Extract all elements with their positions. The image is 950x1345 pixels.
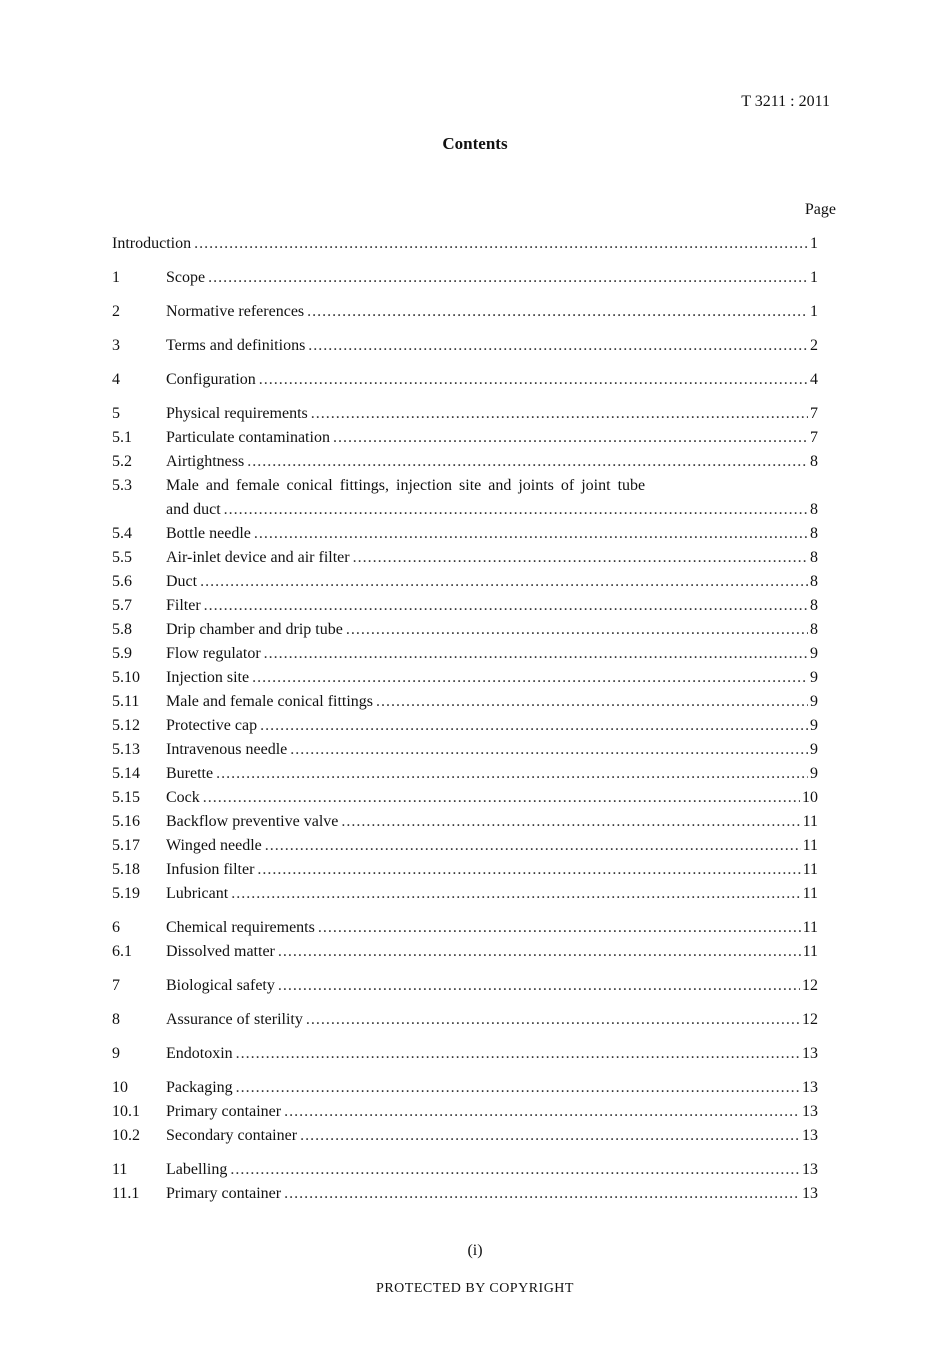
- toc-entry-title: Chemical requirements: [166, 919, 315, 936]
- toc-entry[interactable]: [112, 334, 818, 358]
- toc-entry-number: 3: [112, 337, 120, 354]
- toc-entry[interactable]: [112, 738, 818, 762]
- toc-entry-title: Cock: [166, 789, 200, 806]
- toc-entry-number: 5.17: [112, 837, 140, 854]
- toc-entry-title: Injection site: [166, 669, 250, 686]
- standard-number: T 3211 : 2011: [741, 93, 830, 110]
- toc-entry-number: 5.4: [112, 525, 132, 542]
- toc-entry-title-continuation: and duct: [166, 501, 221, 518]
- toc-entry-page: 8: [810, 501, 818, 518]
- toc-entry-page: 2: [810, 337, 818, 354]
- toc-entry[interactable]: [112, 522, 818, 546]
- toc-entry[interactable]: [112, 594, 818, 618]
- toc-entry-page: 11: [802, 885, 818, 902]
- toc-entry-page: 13: [802, 1045, 818, 1062]
- toc-entry[interactable]: [112, 690, 818, 714]
- toc-dot-leader: [257, 858, 800, 882]
- toc-dot-leader: [278, 974, 800, 998]
- toc-dot-leader: [236, 1076, 800, 1100]
- toc-entry-title: Intravenous needle: [166, 741, 288, 758]
- toc-entry-number: 10: [112, 1079, 128, 1096]
- toc-entry-number: 8: [112, 1011, 120, 1028]
- toc-dot-leader: [307, 300, 808, 324]
- toc-entry-title: Physical requirements: [166, 405, 308, 422]
- toc-entry[interactable]: [112, 916, 818, 940]
- toc-dot-leader: [284, 1182, 800, 1206]
- toc-entry[interactable]: [112, 1158, 818, 1182]
- toc-entry[interactable]: [112, 810, 818, 834]
- toc-entry-page: 9: [810, 693, 818, 710]
- toc-entry-page: 13: [802, 1079, 818, 1096]
- toc-entry-number: 5.19: [112, 885, 140, 902]
- toc-entry[interactable]: [112, 940, 818, 964]
- toc-entry-title: Biological safety: [166, 977, 275, 994]
- toc-entry-title: Male and female conical fittings, injection site and joints of joint tube: [166, 477, 646, 494]
- toc-entry-page: 1: [810, 269, 818, 286]
- toc-entry[interactable]: [112, 1008, 818, 1032]
- toc-entry-page: 8: [810, 573, 818, 590]
- toc-entry-number: 9: [112, 1045, 120, 1062]
- toc-entry-page: 9: [810, 669, 818, 686]
- toc-entry-number: 5.11: [112, 693, 140, 710]
- toc-entry-page: 13: [802, 1161, 818, 1178]
- toc-entry[interactable]: [112, 786, 818, 810]
- toc-entry-number: 5.16: [112, 813, 140, 830]
- toc-dot-leader: [260, 714, 808, 738]
- toc-entry[interactable]: [112, 1124, 818, 1148]
- toc-entry[interactable]: [112, 232, 818, 256]
- toc-entry-title: Duct: [166, 573, 198, 590]
- toc-entry-number: 5.10: [112, 669, 140, 686]
- toc-dot-leader: [376, 690, 808, 714]
- toc-entry-page: 9: [810, 717, 818, 734]
- toc-entry-title: Male and female conical fittings: [166, 693, 374, 710]
- toc-dot-leader: [254, 522, 808, 546]
- toc-entry[interactable]: [112, 714, 818, 738]
- toc-entry[interactable]: [112, 266, 818, 290]
- toc-entry-page: 1: [810, 303, 818, 320]
- toc-entry-title: Normative references: [166, 303, 305, 320]
- toc-entry-title: Flow regulator: [166, 645, 261, 662]
- toc-entry-title: Particulate contamination: [166, 429, 330, 446]
- toc-entry-page: 7: [810, 429, 818, 446]
- toc-entry-number: 5.5: [112, 549, 132, 566]
- toc-entry[interactable]: [112, 1182, 818, 1206]
- toc-entry-number: 5.1: [112, 429, 132, 446]
- toc-entry-number: 10.2: [112, 1127, 140, 1144]
- toc-entry-page: 9: [810, 741, 818, 758]
- toc-entry-page: 4: [810, 371, 818, 388]
- toc-entry-title: Protective cap: [166, 717, 258, 734]
- toc-entry-page: 8: [810, 597, 818, 614]
- toc-dot-leader: [346, 618, 808, 642]
- toc-dot-leader: [306, 1008, 800, 1032]
- toc-entry-page: 11: [802, 919, 818, 936]
- toc-entry-title: Dissolved matter: [166, 943, 275, 960]
- toc-entry-title: Filter: [166, 597, 201, 614]
- toc-dot-leader: [231, 882, 800, 906]
- toc-entry-number: 10.1: [112, 1103, 140, 1120]
- toc-entry-number: 5.2: [112, 453, 132, 470]
- toc-entry-title: Secondary container: [166, 1127, 298, 1144]
- toc-entry[interactable]: [112, 570, 818, 594]
- toc-entry-title: Primary container: [166, 1103, 282, 1120]
- toc-entry-page: 13: [802, 1185, 818, 1202]
- toc-entry-number: 6: [112, 919, 120, 936]
- table-of-contents: [112, 232, 818, 1206]
- toc-entry-page: 11: [802, 813, 818, 830]
- toc-entry-number: 1: [112, 269, 120, 286]
- toc-entry-number: 4: [112, 371, 120, 388]
- toc-entry-page: 11: [802, 837, 818, 854]
- toc-entry-title: Configuration: [166, 371, 256, 388]
- toc-entry-page: 12: [802, 1011, 818, 1028]
- toc-dot-leader: [204, 594, 808, 618]
- toc-entry[interactable]: [112, 450, 818, 474]
- toc-entry[interactable]: [112, 882, 818, 906]
- toc-entry[interactable]: [112, 402, 818, 426]
- toc-dot-leader: [203, 786, 800, 810]
- toc-dot-leader: [200, 570, 808, 594]
- toc-dot-leader: [236, 1042, 800, 1066]
- toc-entry-page: 9: [810, 765, 818, 782]
- toc-dot-leader: [230, 1158, 800, 1182]
- toc-entry[interactable]: [112, 762, 818, 786]
- toc-entry-number: 5.12: [112, 717, 140, 734]
- toc-entry[interactable]: [112, 474, 818, 498]
- toc-entry[interactable]: [112, 858, 818, 882]
- toc-entry-number: 6.1: [112, 943, 132, 960]
- toc-entry-number: 5.13: [112, 741, 140, 758]
- toc-entry-page: 9: [810, 645, 818, 662]
- toc-dot-leader: [247, 450, 808, 474]
- toc-entry[interactable]: [112, 1100, 818, 1124]
- toc-entry-title: Assurance of sterility: [166, 1011, 303, 1028]
- toc-entry-title: Backflow preventive valve: [166, 813, 339, 830]
- toc-entry-page: 11: [802, 861, 818, 878]
- toc-entry-page: 8: [810, 453, 818, 470]
- toc-entry-title: Terms and definitions: [166, 337, 306, 354]
- toc-dot-leader: [353, 546, 808, 570]
- toc-entry-page: 10: [802, 789, 818, 806]
- toc-entry-title: Introduction: [112, 235, 192, 252]
- page-column-heading: Page: [804, 201, 836, 218]
- toc-entry-page: 13: [802, 1127, 818, 1144]
- toc-entry-title: Bottle needle: [166, 525, 251, 542]
- toc-dot-leader: [278, 940, 801, 964]
- toc-dot-leader: [341, 810, 800, 834]
- toc-entry-page: 1: [810, 235, 818, 252]
- toc-entry-page: 8: [810, 549, 818, 566]
- toc-entry[interactable]: [112, 666, 818, 690]
- toc-dot-leader: [284, 1100, 800, 1124]
- toc-dot-leader: [224, 498, 808, 522]
- toc-entry[interactable]: [112, 834, 818, 858]
- toc-entry-title: Air-inlet device and air filter: [166, 549, 350, 566]
- toc-entry-continuation[interactable]: [112, 498, 818, 522]
- toc-dot-leader: [300, 1124, 800, 1148]
- toc-entry-title: Burette: [166, 765, 214, 782]
- toc-entry-number: 5.3: [112, 477, 132, 494]
- toc-entry-title: Endotoxin: [166, 1045, 233, 1062]
- toc-entry-number: 11.1: [112, 1185, 140, 1202]
- toc-entry-number: 5.6: [112, 573, 132, 590]
- toc-entry-page: 13: [802, 1103, 818, 1120]
- toc-entry-number: 5.7: [112, 597, 132, 614]
- toc-entry-title: Winged needle: [166, 837, 262, 854]
- toc-entry-number: 5.8: [112, 621, 132, 638]
- toc-entry-page: 7: [810, 405, 818, 422]
- toc-entry-number: 11: [112, 1161, 128, 1178]
- toc-entry-number: 5: [112, 405, 120, 422]
- toc-entry-title: Packaging: [166, 1079, 233, 1096]
- toc-entry-number: 5.9: [112, 645, 132, 662]
- toc-entry-title: Labelling: [166, 1161, 228, 1178]
- copyright-notice: PROTECTED BY COPYRIGHT: [376, 1281, 574, 1296]
- toc-entry-title: Scope: [166, 269, 206, 286]
- toc-entry-title: Lubricant: [166, 885, 229, 902]
- toc-entry-page: 12: [802, 977, 818, 994]
- toc-dot-leader: [290, 738, 808, 762]
- toc-entry[interactable]: [112, 1076, 818, 1100]
- toc-entry[interactable]: [112, 974, 818, 998]
- toc-dot-leader: [311, 402, 808, 426]
- toc-dot-leader: [216, 762, 808, 786]
- toc-entry-page: 8: [810, 621, 818, 638]
- toc-entry[interactable]: [112, 426, 818, 450]
- page-folio: (i): [467, 1242, 483, 1259]
- toc-dot-leader: [252, 666, 808, 690]
- toc-entry-number: 2: [112, 303, 120, 320]
- toc-entry-title: Airtightness: [166, 453, 245, 470]
- toc-entry[interactable]: [112, 300, 818, 324]
- toc-entry-number: 7: [112, 977, 120, 994]
- toc-dot-leader: [259, 368, 808, 392]
- toc-entry-number: 5.14: [112, 765, 140, 782]
- toc-dot-leader: [194, 232, 808, 256]
- toc-entry-number: 5.18: [112, 861, 140, 878]
- toc-entry-page: 8: [810, 525, 818, 542]
- contents-title: Contents: [442, 134, 508, 153]
- toc-dot-leader: [208, 266, 808, 290]
- toc-dot-leader: [318, 916, 801, 940]
- toc-entry[interactable]: [112, 618, 818, 642]
- toc-entry-title: Drip chamber and drip tube: [166, 621, 343, 638]
- toc-entry[interactable]: [112, 642, 818, 666]
- toc-dot-leader: [333, 426, 808, 450]
- toc-dot-leader: [264, 642, 808, 666]
- toc-entry-number: 5.15: [112, 789, 140, 806]
- toc-entry-page: 11: [802, 943, 818, 960]
- toc-dot-leader: [265, 834, 801, 858]
- toc-entry[interactable]: [112, 368, 818, 392]
- toc-entry-title: Infusion filter: [166, 861, 255, 878]
- toc-entry[interactable]: [112, 546, 818, 570]
- toc-entry-title: Primary container: [166, 1185, 282, 1202]
- toc-dot-leader: [308, 334, 808, 358]
- toc-entry[interactable]: [112, 1042, 818, 1066]
